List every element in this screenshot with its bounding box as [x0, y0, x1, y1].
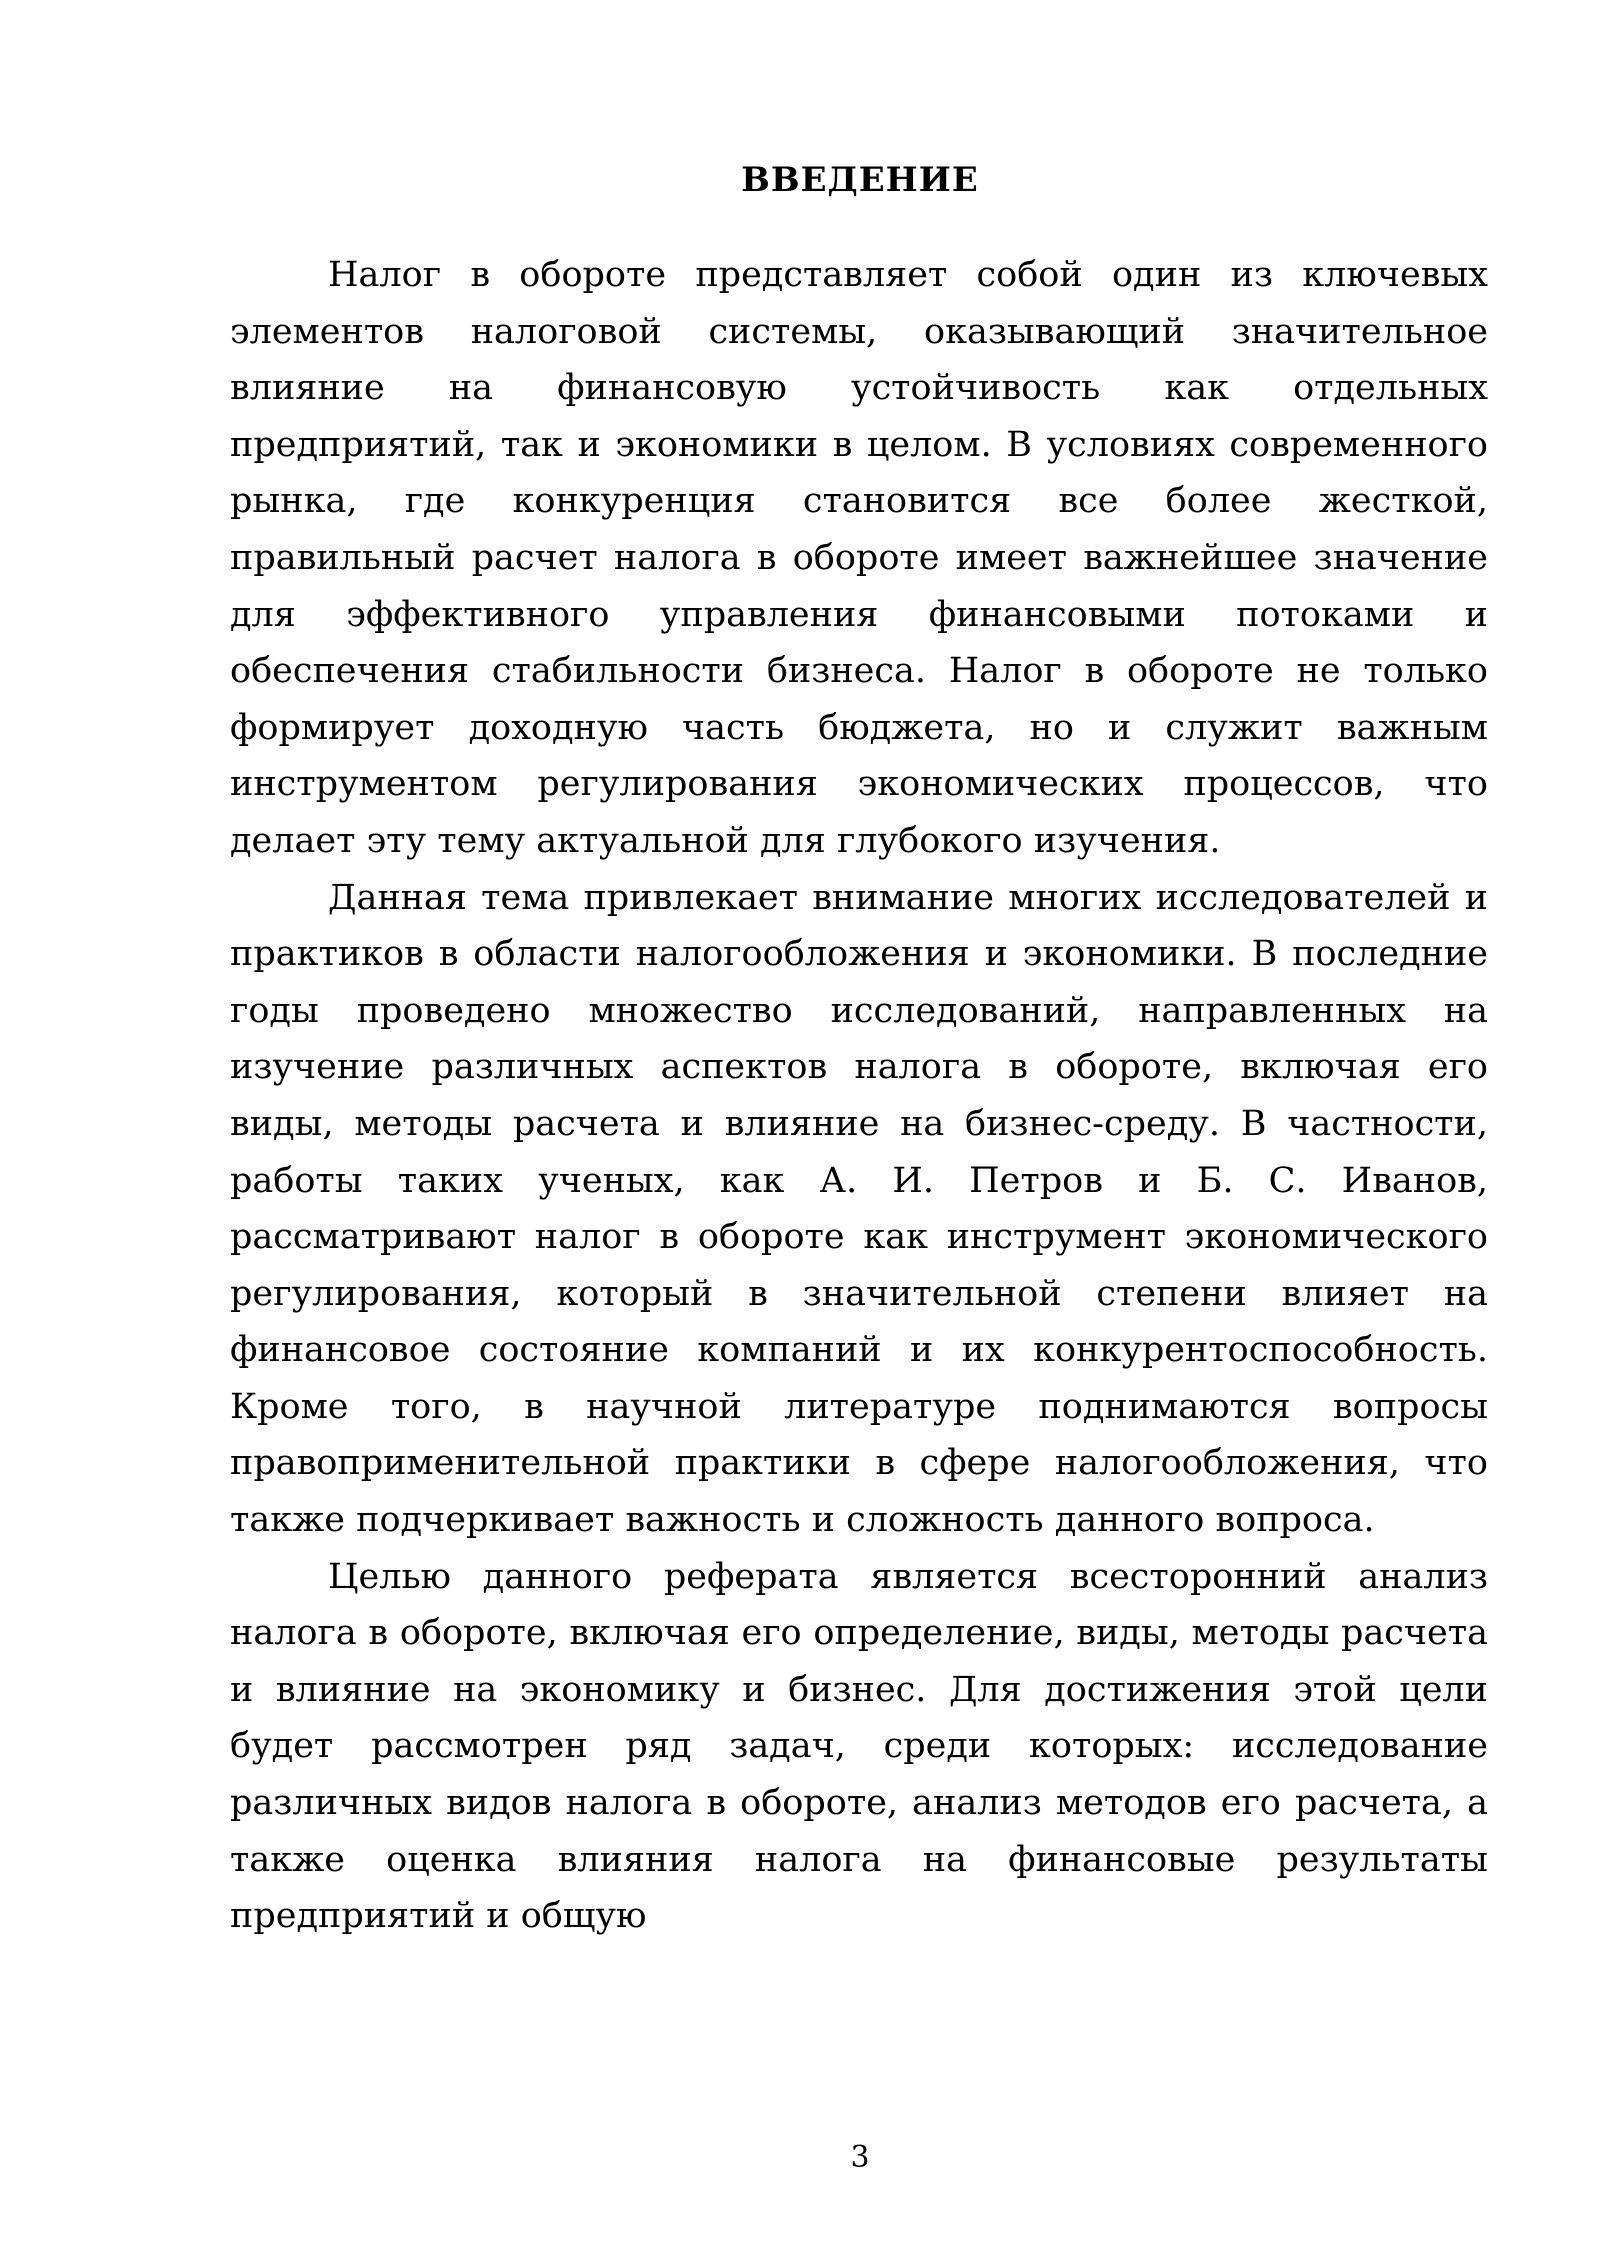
page-number: 3: [850, 2140, 870, 2175]
paragraph: Целью данного реферата является всесторонний анализ налога в обороте, включая его определение, виды, методы расчета и влияние на экономику и бизнес. Для достижения этой цели будет рассмотрен ряд задач, среди которых: исследование различных видов налога в обороте, анализ методов его расчета, а также оценка влияния налога на финансовые результаты предприятий и общую: [230, 1556, 1488, 1937]
paragraph: Налог в обороте представляет собой один из ключевых элементов налоговой системы, оказывающий значительное влияние на финансовую устойчивость как отдельных предприятий, так и экономики в целом. В условиях современного рынка, где конкуренция становится все более жесткой, правильный расчет налога в обороте имеет важнейшее значение для эффективного управления финансовыми потоками и обеспечения стабильности бизнеса. Налог в обороте не только формирует доходную часть бюджета, но и служит важным инструментом регулирования экономических процессов, что делает эту тему актуальной для глубокого изучения.: [230, 255, 1488, 861]
body-text: [230, 247, 1488, 1945]
paragraph: Данная тема привлекает внимание многих исследователей и практиков в области налогообложения и экономики. В последние годы проведено множество исследований, направленных на изучение различных аспектов налога в обороте, включая его виды, методы расчета и влияние на бизнес-среду. В частности, работы таких ученых, как А. И. Петров и Б. С. Иванов, рассматривают налог в обороте как инструмент экономического регулирования, который в значительной степени влияет на финансовое состояние компаний и их конкурентоспособность. Кроме того, в научной литературе поднимаются вопросы правоприменительной практики в сфере налогообложения, что также подчеркивает важность и сложность данного вопроса.: [230, 877, 1488, 1541]
section-heading: ВВЕДЕНИЕ: [741, 160, 979, 200]
